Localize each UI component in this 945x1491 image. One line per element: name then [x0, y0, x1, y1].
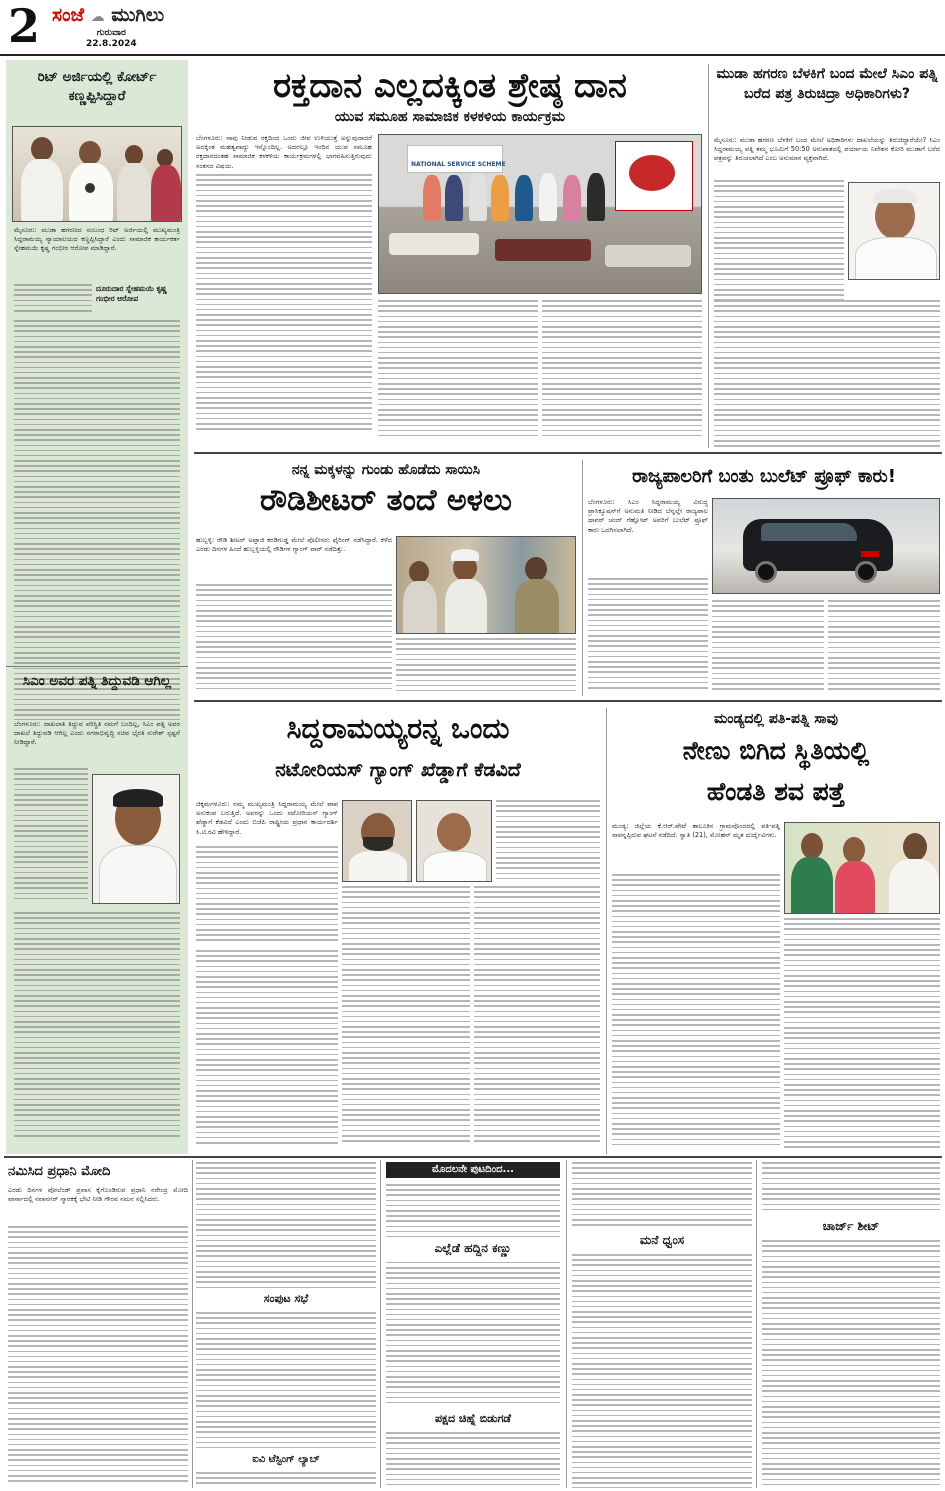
brand-logo	[52, 4, 164, 26]
rowdy-body-b	[396, 638, 576, 696]
bottom-col5-body-b	[762, 1240, 940, 1488]
car-body-a	[588, 578, 708, 696]
lead-story-lead: ಬೆಂಗಳೂರು: ನಾವು ನೀಡುವ ರಕ್ತದಿಂದ ಒಂದು ಜೀವ ಉಳಿಯುತ್ತೆ ಅನ್ನುವುದಾದರೆ ಅದಕ್ಕಿಂತ ಮಹತ್ವವಾದ್ದು ಇನ್ನೊಂದಿಲ್ಲ. ಅದರಲ್ಲೂ ಇಂದಿನ ಯುವ ಸಮೂಹ ರಕ್ತದಾನದಂತಹ ಸಾಮಾಜಿಕ ಕಳಕಳಿಯ ಕಾರ್ಯಕ್ರಮಗಳಲ್ಲಿ ಭಾಗವಹಿಸುತ್ತಿರುವುದು ಸಂತಸದ ವಿಷಯ.	[196, 134, 372, 170]
testing-heading-box	[196, 1452, 376, 1470]
car-photo	[712, 498, 940, 594]
rowdy-photo	[396, 536, 576, 634]
mandya-kicker: ಮಂಡ್ಯದಲ್ಲಿ ಪತಿ-ಪತ್ನಿ ಸಾವು	[713, 711, 839, 727]
rowdy-kicker: ನನ್ನ ಮಕ್ಕಳನ್ನು ಗುಂಡು ಹೊಡೆದು ಸಾಯಿಸಿ	[291, 462, 481, 478]
gang-body-a	[196, 846, 338, 946]
mandya-body-b	[784, 918, 940, 1150]
muda-photo-cm	[848, 182, 940, 280]
sidebar-story2-headline-box	[14, 672, 180, 718]
column-rule-7	[756, 1160, 757, 1488]
eyes-heading: ಎಲ್ಲೆಡೆ ಹದ್ದಿನ ಕಣ್ಣು	[434, 1241, 512, 1255]
sidebar-story1-headline: ರಿಟ್ ಅರ್ಜಿಯಲ್ಲಿ ಕೋರ್ಟ್ ಕಣ್ಣಪ್ಪಿಸಿದ್ದಾರೆ	[37, 69, 157, 104]
testing-heading: ಐವಿ ಟೆಸ್ಟಿಂಗ್ ಲ್ಯಾಬ್	[252, 1454, 320, 1465]
modi-headline-box	[8, 1162, 188, 1184]
sampu-heading: ಸಂಪುಟ ಸಭೆ	[263, 1292, 309, 1305]
bottom-col5-body-a	[762, 1162, 940, 1214]
gang-photo-ct-ravi	[342, 800, 412, 882]
lead-headline: ರಕ್ತದಾನ ಎಲ್ಲದಕ್ಕಿಂತ ಶ್ರೇಷ್ಠ ದಾನ	[273, 66, 627, 106]
column-rule-6	[566, 1160, 567, 1488]
mandya-photo-couple	[784, 822, 940, 914]
car-body-b	[712, 600, 824, 696]
gang-body-d	[342, 886, 470, 1150]
lead-subhead: ಯುವ ಸಮೂಹ ಸಾಮಾಜಿಕ ಕಳಕಳಿಯ ಕಾರ್ಯಕ್ರಮ	[334, 109, 566, 125]
sidebar-story2-headline: ಸಿಎಂ ಅವರ ಪತ್ನಿ ತಿದ್ದುವಡಿ ಆಗಿಲ್ಲ	[22, 673, 172, 689]
section-rule-1	[194, 452, 942, 454]
gang-headline-line2: ನಟೋರಿಯಸ್ ಗ್ಯಾಂಗ್ ಖೆಡ್ಡಾಗೆ ಕೆಡವಿದೆ	[275, 759, 521, 781]
car-lead: ಬೆಂಗಳೂರು: ಸಿಎಂ ಸಿದ್ದರಾಮಯ್ಯ ವಿರುದ್ಧ ಪ್ರಾಸಿಕ್ಯೂಷನ್‌ಗೆ ಅನುಮತಿ ನೀಡಿದ ಬೆನ್ನಲ್ಲೇ ರಾಜ್ಯಪಾಲ ಥಾವರ್ ಚಂದ್ ಗೆಹ್ಲೋಟ್ ಅವರಿಗೆ ಬುಲೆಟ್ ಪ್ರೂಫ್ ಕಾರು ಒದಗಿಸಲಾಗಿದೆ.	[588, 498, 708, 534]
sidebar-photo-press-meet	[12, 126, 182, 222]
car-body-c	[828, 600, 940, 696]
sidebar-story1-body-b	[14, 320, 180, 720]
date: 22.8.2024	[86, 39, 137, 49]
charge-heading-box	[762, 1216, 940, 1238]
rowdy-headline: ರೌಡಿಶೀಟರ್ ತಂದೆ ಅಳಲು	[260, 483, 512, 518]
modi-lead: ಎರಡು ದಿನಗಳ ಪೋಲೆಂಡ್ ಪ್ರವಾಸ ಕೈಗೊಂಡಿರುವ ಪ್ರಧಾನಿ ನರೇಂದ್ರ ಮೋದಿ ವಾರ್ಸಾದಲ್ಲಿ ನವಾನಗರ್ ಸ್ಮಾರಕಕ್ಕೆ ಭೇಟಿ ನೀಡಿ ಗೌರವ ನಮನ ಸಲ್ಲಿಸಿದರು.	[8, 1186, 188, 1204]
mandya-body-a	[612, 874, 780, 1150]
section-rule-3	[4, 1156, 942, 1158]
charge-heading: ಚಾರ್ಜ್ ಶೀಟ್	[822, 1219, 880, 1233]
sidebar-story1-lead: ಮೈಸೂರು: ಮುಡಾ ಹಗರಣದ ಸಂಬಂಧ ರಿಟ್ ಅರ್ಜಿಯಲ್ಲಿ ಮುಖ್ಯಮಂತ್ರಿ ಸಿದ್ದರಾಮಯ್ಯ ನ್ಯಾಯಾಲಯದ ಕಣ್ಣಪ್ಪಿಸಿದ್ದಾರೆ ಎಂದು ಸಾಮಾಜಿಕ ಕಾರ್ಯಕರ್ತ ಸ್ನೇಹಮಯಿ ಕೃಷ್ಣ ಗಂಭೀರ ಆರೋಪ ಮಾಡಿದ್ದಾರೆ.	[14, 226, 180, 253]
page-number: 2	[8, 0, 41, 53]
column-rule-1	[708, 64, 709, 448]
sidebar-story1-headline-box	[14, 68, 180, 124]
car-headline-box	[588, 462, 940, 494]
gang-headline-line1: ಸಿದ್ದರಾಮಯ್ಯರನ್ನ ಒಂದು	[286, 712, 510, 745]
party-heading-box	[386, 1410, 560, 1430]
lead-story-body-a	[196, 174, 372, 440]
rowdy-headline-box	[196, 460, 576, 532]
brand-part2: ಮುಗಿಲು	[111, 4, 165, 26]
section-rule-2	[194, 700, 942, 702]
lead-story-body-c	[542, 300, 702, 440]
house-heading: ಮನೆ ಧ್ವಂಸ	[639, 1233, 685, 1247]
bottom-col4-body-a	[572, 1162, 752, 1228]
bottom-col2-body-a	[196, 1162, 376, 1288]
lead-photo-blood-camp	[378, 134, 702, 294]
sidebar-divider	[6, 666, 188, 667]
bottom-col3-body-a	[386, 1184, 560, 1406]
lead-story-body-b	[378, 300, 538, 440]
sidebar-story2-body-a	[14, 768, 88, 908]
bottom-col2-body-b	[196, 1312, 376, 1450]
muda-lead: ಮೈಸೂರು: ಮುಡಾ ಹಗರಣ ಬೆಳಕಿಗೆ ಬಂದ ಮೇಲೆ ಅಧಿಕಾರಿಗಳು ದಾಖಲೆಯನ್ನು ತಿರುಚಿದ್ದಾರೆಯೇ? ಸಿಎಂ ಸಿದ್ದರಾಮಯ್ಯ ಪತ್ನಿ ತಮ್ಮ ಭೂಮಿಗೆ 50:50 ಅನುಪಾತದಲ್ಲಿ ಪರ್ಯಾಯ ನಿವೇಶನ ಕೋರಿ ಮುಡಾಗೆ ಬರೆದ ಪತ್ರವನ್ನು ತಿರುಚಲಾಗಿದೆ ಎಂಬ ಅನುಮಾನ ವ್ಯಕ್ತವಾಗಿದೆ.	[714, 136, 940, 163]
gang-body-c	[196, 950, 338, 1150]
modi-headline: ನಮಿಸಿದ ಪ್ರಧಾನಿ ಮೋದಿ	[8, 1164, 111, 1179]
rowdy-lead: ಹುಬ್ಬಳ್ಳಿ: ರೌಡಿ ಶೀಟರ್ ಅಪ್ಪಾಜಿ ಕರಡಿಗುಡ್ಡ ಮೇಲೆ ಪೊಲೀಸರು ಫೈರಿಂಗ್ ನಡೆಸಿದ್ದಾರೆ. ಕಳೆದ ಎರಡು ದಿನಗಳ ಹಿಂದೆ ಹುಬ್ಬಳ್ಳಿಯಲ್ಲಿ ರೌಡಿಗಳ ಗ್ಯಾಂಗ್ ವಾರ್ ನಡೆದಿತ್ತು.	[196, 536, 392, 554]
column-rule-4	[192, 1160, 193, 1488]
mandya-headline-line2: ಹೆಂಡತಿ ಶವ ಪತ್ತೆ	[706, 777, 846, 806]
bottom-col3-body-b	[386, 1432, 560, 1488]
lead-photo-banner-text: NATIONAL SERVICE SCHEME	[411, 161, 506, 168]
bottom-col4-body-b	[572, 1254, 752, 1488]
front-page-continued-tag: ಮೊದಲನೇ ಪುಟದಿಂದ...	[386, 1162, 560, 1178]
muda-headline: ಮುಡಾ ಹಗರಣ ಬೆಳಕಿಗೆ ಬಂದ ಮೇಲೆ ಸಿಎಂ ಪತ್ನಿ ಬರೆದ ಪತ್ರ ತಿರುಚಿದ್ರಾ ಅಧಿಕಾರಿಗಳು?	[716, 66, 938, 102]
house-heading-box	[572, 1230, 752, 1252]
modi-body	[8, 1226, 188, 1486]
sampu-heading-box	[196, 1290, 376, 1310]
sidebar-story1-body-a	[14, 284, 92, 316]
gang-body-e	[474, 886, 600, 1150]
car-headline: ರಾಜ್ಯಪಾಲರಿಗೆ ಬಂತು ಬುಲೆಟ್ ಪ್ರೂಫ್ ಕಾರು!	[632, 466, 896, 487]
gang-lead: ಚಿಕ್ಕಮಗಳೂರು: ನಮ್ಮ ಮುಖ್ಯಮಂತ್ರಿ ಸಿದ್ದರಾಮಯ್ಯ ಮೇಲೆ ಪಾಪ ಅನುಕಂಪ ಬರುತ್ತಿದೆ. ಅವರನ್ನು ಒಂದು ನಟೋರಿಯಸ್ ಗ್ಯಾಂಗ್ ಖೆಡ್ಡಾಗೆ ಕೆಡವಿದೆ ಎಂದು ಬಿಜೆಪಿ ರಾಷ್ಟ್ರೀಯ ಪ್ರಧಾನ ಕಾರ್ಯದರ್ಶಿ ಸಿ.ಟಿ.ರವಿ ಹೇಳಿದ್ದಾರೆ.	[196, 800, 338, 836]
party-heading: ಪಕ್ಷದ ಚಿಹ್ನೆ ಬಿಡುಗಡೆ	[434, 1412, 511, 1425]
sidebar-story2-lead: ಬೆಂಗಳೂರು: ದಾಖಲಾತಿ ತಿದ್ದುವ ಪರಿಸ್ಥಿತಿ ನಮಗೆ ಬಂದಿಲ್ಲ, ಸಿಎಂ ಪತ್ನಿ ಅವರ ದಾಖಲೆ ತಿದ್ದುವಡಿ ಆಗಿಲ್ಲ ಎಂದು ನಗರಾಭಿವೃದ್ಧಿ ಸಚಿವ ಭೈರತಿ ಸುರೇಶ್ ಸ್ಪಷ್ಟನೆ ನೀಡಿದ್ದಾರೆ.	[14, 720, 180, 747]
bottom-col2-body-c	[196, 1472, 376, 1488]
dateline	[86, 28, 137, 50]
muda-body-a	[714, 180, 844, 300]
lead-headline-box	[196, 64, 704, 126]
brand-part1: ಸಂಜೆ	[52, 4, 85, 26]
eyes-heading-box	[386, 1238, 560, 1260]
mandya-headline-line1: ನೇಣು ಬಿಗಿದ ಸ್ಥಿತಿಯಲ್ಲಿ	[682, 736, 870, 765]
muda-body-b	[714, 300, 940, 448]
sidebar-photo-minister	[92, 774, 180, 904]
cloud-icon: ☁	[90, 9, 105, 25]
mandya-lead: ಮಂಡ್ಯ: ಜಿಲ್ಲೆಯ ಕೆ.ಆರ್.ಪೇಟೆ ತಾಲೂಕಿನ ಗ್ರಾಮವೊಂದರಲ್ಲಿ ಪತಿ-ಪತ್ನಿ ಸಾವನ್ನಪ್ಪಿರುವ ಘಟನೆ ನಡೆದಿದೆ. ಸ್ವಾತಿ (21), ಮೋಹನ್ ಮೃತ ದುರ್ದೈವಿಗಳು.	[612, 822, 780, 840]
mandya-headline-box	[612, 708, 940, 818]
weekday: ಗುರುವಾರ	[96, 28, 126, 38]
column-rule-2	[582, 460, 583, 696]
column-rule-3	[606, 708, 607, 1154]
sidebar-story2-body-b	[14, 912, 180, 1148]
gang-photo-cm	[416, 800, 492, 882]
gang-headline-box	[196, 708, 600, 796]
muda-headline-box	[714, 64, 940, 134]
rowdy-body-a	[196, 584, 392, 696]
sidebar-story1-byline: ದೂರುದಾರ ಸ್ನೇಹಮಯಿ ಕೃಷ್ಣ ಗಂಭೀರ ಆರೋಪ	[96, 284, 167, 303]
gang-body-b	[496, 800, 600, 882]
masthead	[0, 0, 945, 56]
column-rule-5	[380, 1160, 381, 1488]
sidebar	[6, 60, 188, 1154]
